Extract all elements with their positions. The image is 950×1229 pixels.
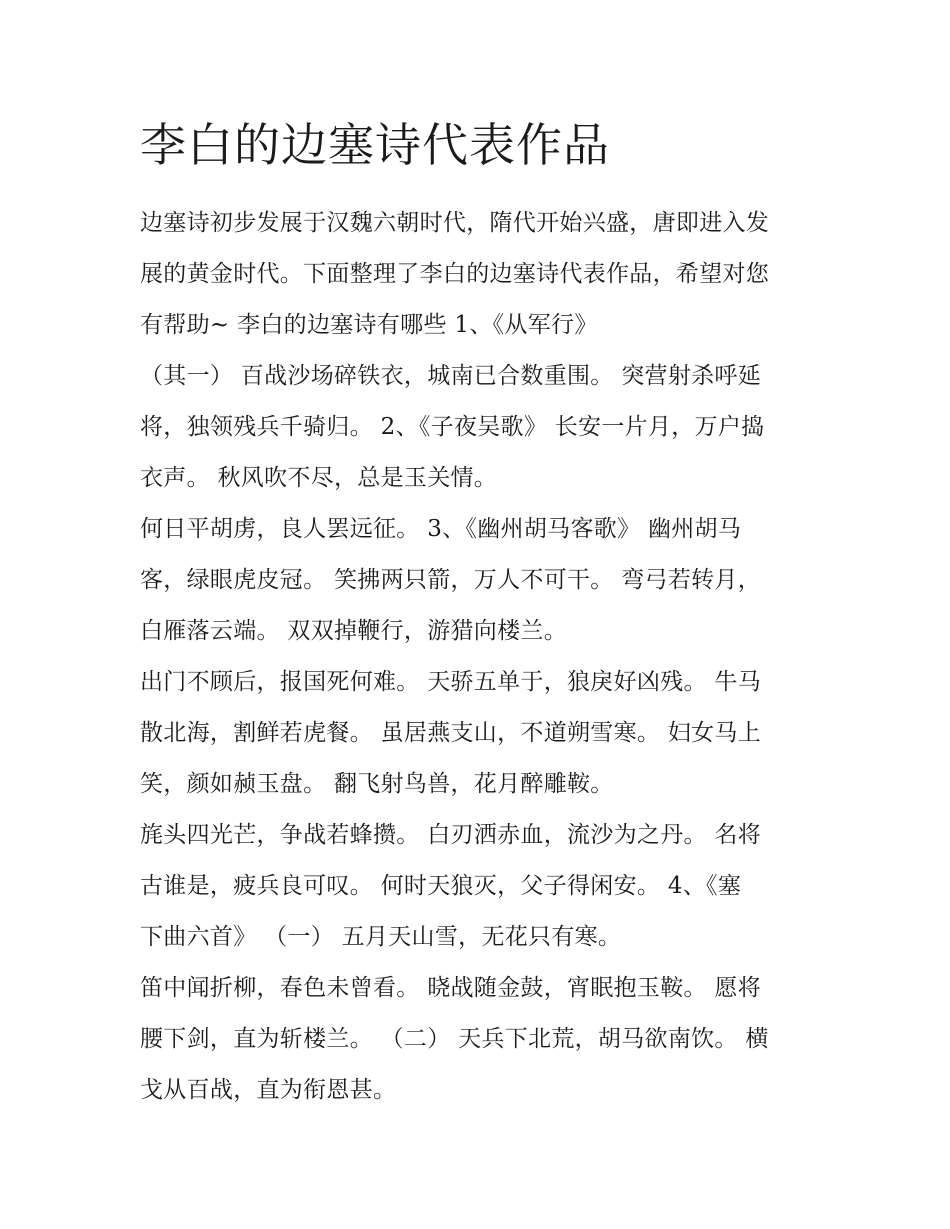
text-line: 笑，颜如赪玉盘。 翻飞射鸟兽，花月醉雕鞍。	[140, 771, 614, 797]
body-text	[140, 198, 830, 1116]
text-line: 边塞诗初步发展于汉魏六朝时代，隋代开始兴盛，唐即进入发	[140, 210, 770, 236]
text-line: 何日平胡虏，良人罢远征。 3、《幽州胡马客歌》 幽州胡马	[140, 516, 742, 542]
text-line: 笛中闻折柳，春色未曾看。 晓战随金鼓，宵眠抱玉鞍。 愿将	[140, 975, 762, 1001]
text-line: 腰下剑，直为斩楼兰。 （二） 天兵下北荒，胡马欲南饮。 横	[140, 1026, 769, 1052]
text-line: 戈从百战，直为衔恩甚。	[140, 1077, 397, 1103]
page-title: 李白的边塞诗代表作品	[140, 118, 610, 172]
text-line: 白雁落云端。 双双掉鞭行，游猎向楼兰。	[140, 618, 568, 644]
text-line: 下曲六首》 （一） 五月天山雪，无花只有寒。	[140, 924, 622, 950]
text-line: （其一） 百战沙场碎铁衣，城南已合数重围。 突营射杀呼延	[140, 363, 762, 389]
text-line: 衣声。 秋风吹不尽，总是玉关情。	[140, 465, 498, 491]
text-line: 散北海，割鲜若虎餐。 虽居燕支山，不道朔雪寒。 妇女马上	[140, 720, 762, 746]
text-line: 出门不顾后，报国死何难。 天骄五单于，狼戾好凶残。 牛马	[140, 669, 762, 695]
text-line: 古谁是，疲兵良可叹。 何时天狼灭，父子得闲安。 4、《塞	[140, 873, 742, 899]
text-line: 客，绿眼虎皮冠。 笑拂两只箭，万人不可干。 弯弓若转月，	[140, 567, 762, 593]
text-line: 旄头四光芒，争战若蜂攒。 白刃洒赤血，流沙为之丹。 名将	[140, 822, 762, 848]
text-line: 展的黄金时代。下面整理了李白的边塞诗代表作品，希望对您	[140, 261, 770, 287]
text-line: 将，独领残兵千骑归。 2、《子夜吴歌》 长安一片月，万户捣	[140, 414, 765, 440]
text-line: 有帮助~ 李白的边塞诗有哪些 1、《从军行》	[140, 312, 598, 338]
